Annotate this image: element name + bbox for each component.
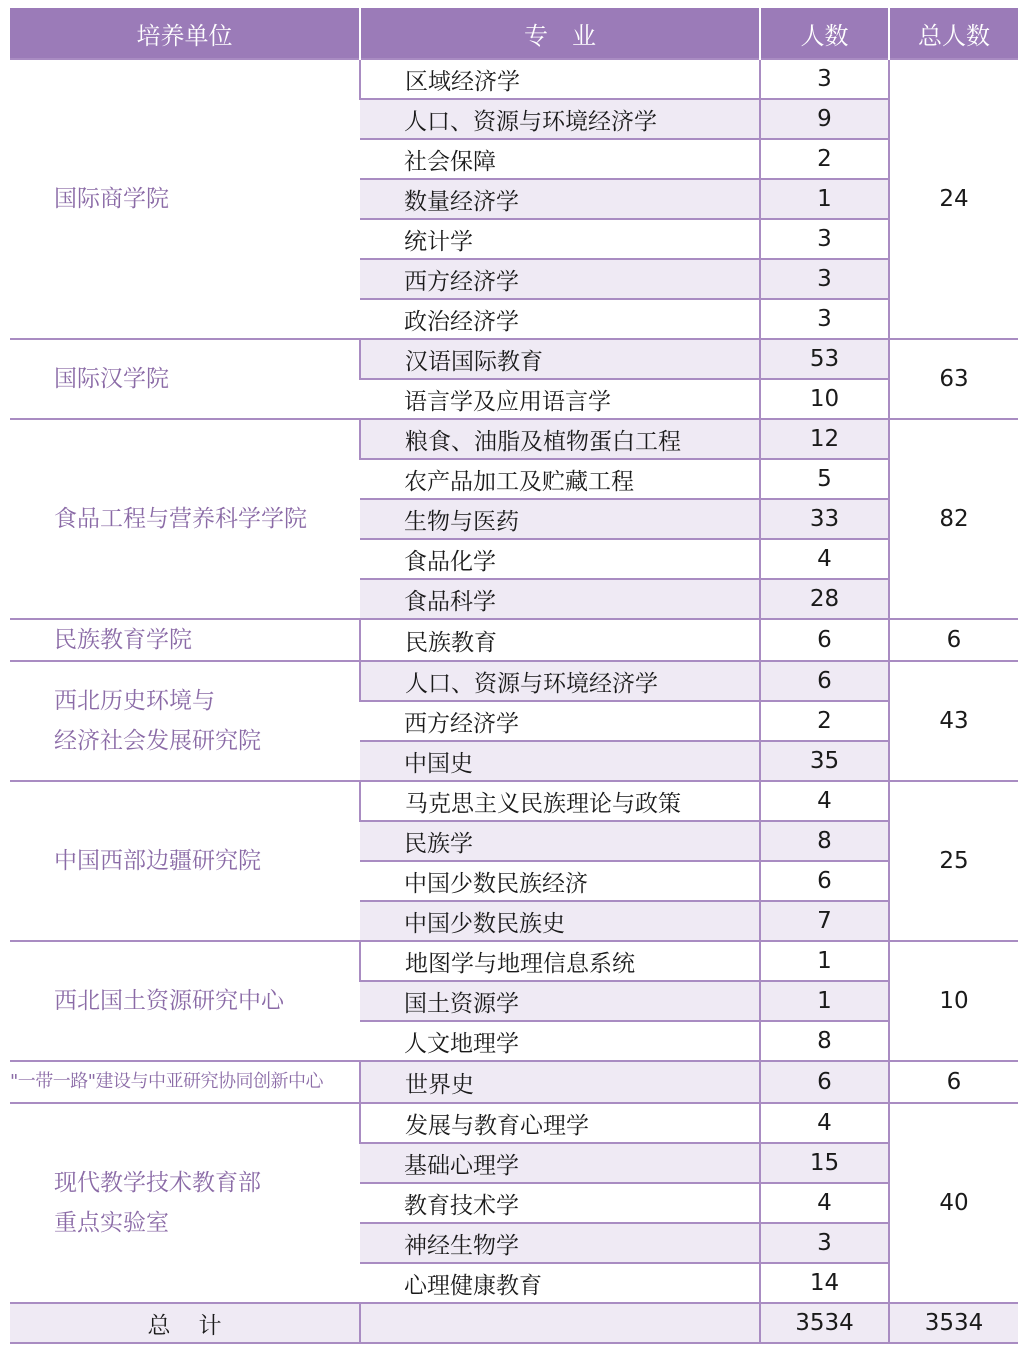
count-cell: 6 bbox=[760, 1061, 889, 1103]
count-cell: 6 bbox=[760, 661, 889, 701]
count-cell: 8 bbox=[760, 821, 889, 861]
count-cell: 9 bbox=[760, 99, 889, 139]
major-cell: 语言学及应用语言学 bbox=[360, 379, 760, 419]
summary-total: 3534 bbox=[889, 1303, 1018, 1343]
table-body bbox=[10, 59, 1018, 1303]
major-cell: 中国史 bbox=[360, 741, 760, 781]
summary-count: 3534 bbox=[760, 1303, 889, 1343]
total-cell: 40 bbox=[889, 1103, 1018, 1303]
unit-name-line: 西北国土资源研究中心 bbox=[54, 988, 284, 1014]
count-cell: 10 bbox=[760, 379, 889, 419]
major-cell: 生物与医药 bbox=[360, 499, 760, 539]
total-cell: 6 bbox=[889, 1061, 1018, 1103]
header-unit: 培养单位 bbox=[10, 8, 360, 59]
count-cell: 12 bbox=[760, 419, 889, 459]
major-cell: 地图学与地理信息系统 bbox=[360, 941, 760, 981]
major-cell: 中国少数民族经济 bbox=[360, 861, 760, 901]
count-cell: 1 bbox=[760, 981, 889, 1021]
total-cell: 43 bbox=[889, 661, 1018, 781]
summary-empty bbox=[360, 1303, 760, 1343]
unit-cell bbox=[10, 941, 360, 1061]
unit-name-line: 中国西部边疆研究院 bbox=[54, 848, 261, 874]
count-cell: 1 bbox=[760, 941, 889, 981]
unit-name-line: 重点实验室 bbox=[54, 1210, 169, 1236]
unit-name-line: 西北历史环境与 bbox=[54, 688, 215, 714]
unit-name-line: 国际商学院 bbox=[54, 186, 169, 212]
major-cell: 粮食、油脂及植物蛋白工程 bbox=[360, 419, 760, 459]
unit-cell bbox=[10, 419, 360, 619]
major-cell: 西方经济学 bbox=[360, 259, 760, 299]
total-cell: 24 bbox=[889, 59, 1018, 339]
unit-cell bbox=[10, 59, 360, 339]
summary-row bbox=[10, 1303, 1018, 1343]
table-row bbox=[10, 1061, 1018, 1103]
table-row bbox=[10, 781, 1018, 821]
count-cell: 4 bbox=[760, 539, 889, 579]
unit-cell bbox=[10, 1103, 360, 1303]
major-cell: 数量经济学 bbox=[360, 179, 760, 219]
major-cell: 人口、资源与环境经济学 bbox=[360, 661, 760, 701]
count-cell: 35 bbox=[760, 741, 889, 781]
count-cell: 4 bbox=[760, 1183, 889, 1223]
total-cell: 6 bbox=[889, 619, 1018, 661]
unit-name-line: 民族教育学院 bbox=[54, 627, 192, 653]
count-cell: 14 bbox=[760, 1263, 889, 1303]
count-cell: 4 bbox=[760, 781, 889, 821]
total-cell: 25 bbox=[889, 781, 1018, 941]
unit-cell bbox=[10, 619, 360, 661]
table-row bbox=[10, 619, 1018, 661]
count-cell: 4 bbox=[760, 1103, 889, 1143]
count-cell: 3 bbox=[760, 299, 889, 339]
table-row bbox=[10, 419, 1018, 459]
table-row bbox=[10, 339, 1018, 379]
header-count: 人数 bbox=[760, 8, 889, 59]
major-cell: 世界史 bbox=[360, 1061, 760, 1103]
count-cell: 7 bbox=[760, 901, 889, 941]
major-cell: 国土资源学 bbox=[360, 981, 760, 1021]
major-cell: 人口、资源与环境经济学 bbox=[360, 99, 760, 139]
unit-cell bbox=[10, 339, 360, 419]
count-cell: 8 bbox=[760, 1021, 889, 1061]
count-cell: 33 bbox=[760, 499, 889, 539]
enrollment-table-container bbox=[10, 8, 1018, 1344]
major-cell: 神经生物学 bbox=[360, 1223, 760, 1263]
unit-cell bbox=[10, 661, 360, 781]
count-cell: 6 bbox=[760, 861, 889, 901]
total-cell: 82 bbox=[889, 419, 1018, 619]
major-cell: 教育技术学 bbox=[360, 1183, 760, 1223]
major-cell: 政治经济学 bbox=[360, 299, 760, 339]
enrollment-table bbox=[10, 8, 1018, 1344]
major-cell: 食品科学 bbox=[360, 579, 760, 619]
major-cell: 食品化学 bbox=[360, 539, 760, 579]
total-cell: 10 bbox=[889, 941, 1018, 1061]
count-cell: 6 bbox=[760, 619, 889, 661]
count-cell: 2 bbox=[760, 139, 889, 179]
unit-name-line: 经济社会发展研究院 bbox=[54, 728, 261, 754]
major-cell: 民族学 bbox=[360, 821, 760, 861]
major-cell: 心理健康教育 bbox=[360, 1263, 760, 1303]
unit-cell bbox=[10, 1061, 360, 1103]
count-cell: 3 bbox=[760, 59, 889, 99]
count-cell: 3 bbox=[760, 219, 889, 259]
header-total: 总人数 bbox=[889, 8, 1018, 59]
table-row bbox=[10, 1103, 1018, 1143]
major-cell: 人文地理学 bbox=[360, 1021, 760, 1061]
count-cell: 28 bbox=[760, 579, 889, 619]
major-cell: 农产品加工及贮藏工程 bbox=[360, 459, 760, 499]
count-cell: 15 bbox=[760, 1143, 889, 1183]
major-cell: 汉语国际教育 bbox=[360, 339, 760, 379]
unit-name-line: "一带一路"建设与中亚研究协同创新中心 bbox=[10, 1071, 324, 1092]
major-cell: 区域经济学 bbox=[360, 59, 760, 99]
unit-name-line: 食品工程与营养科学学院 bbox=[54, 506, 307, 532]
table-row bbox=[10, 59, 1018, 99]
count-cell: 53 bbox=[760, 339, 889, 379]
unit-name-line: 国际汉学院 bbox=[54, 366, 169, 392]
count-cell: 3 bbox=[760, 1223, 889, 1263]
total-cell: 63 bbox=[889, 339, 1018, 419]
major-cell: 社会保障 bbox=[360, 139, 760, 179]
count-cell: 3 bbox=[760, 259, 889, 299]
unit-cell bbox=[10, 781, 360, 941]
summary-label: 总计 bbox=[10, 1303, 360, 1343]
major-cell: 统计学 bbox=[360, 219, 760, 259]
unit-name-line: 现代教学技术教育部 bbox=[54, 1170, 261, 1196]
count-cell: 2 bbox=[760, 701, 889, 741]
count-cell: 5 bbox=[760, 459, 889, 499]
table-row bbox=[10, 941, 1018, 981]
major-cell: 民族教育 bbox=[360, 619, 760, 661]
major-cell: 西方经济学 bbox=[360, 701, 760, 741]
header-major: 专 业 bbox=[360, 8, 760, 59]
major-cell: 基础心理学 bbox=[360, 1143, 760, 1183]
major-cell: 中国少数民族史 bbox=[360, 901, 760, 941]
count-cell: 1 bbox=[760, 179, 889, 219]
header-row bbox=[10, 8, 1018, 59]
table-row bbox=[10, 661, 1018, 701]
major-cell: 马克思主义民族理论与政策 bbox=[360, 781, 760, 821]
major-cell: 发展与教育心理学 bbox=[360, 1103, 760, 1143]
